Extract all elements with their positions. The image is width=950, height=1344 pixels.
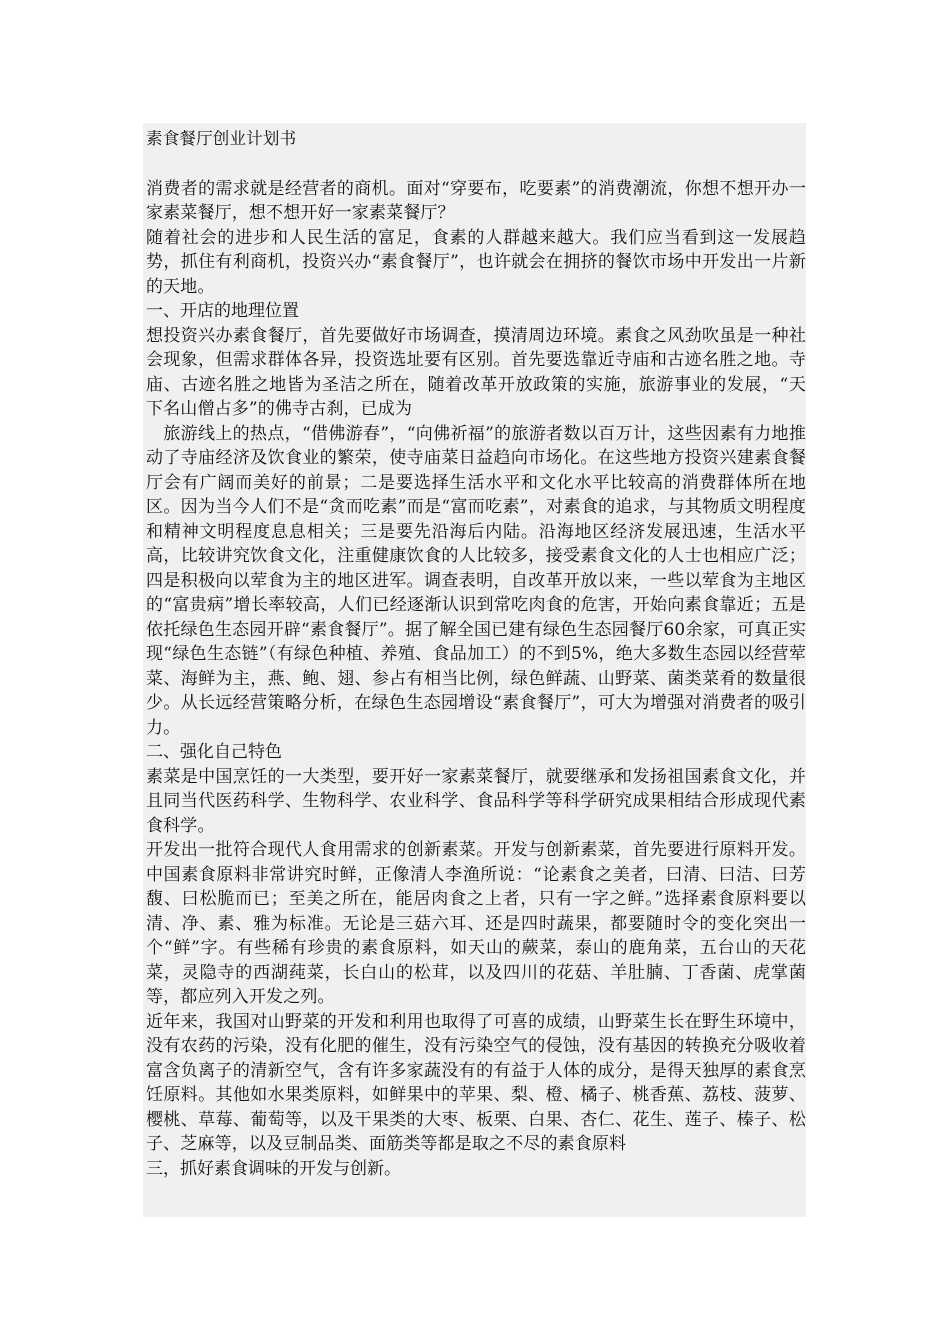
paragraph: 近年来，我国对山野菜的开发和利用也取得了可喜的成绩，山野菜生长在野生环境中，没有农药的污染，没有化肥的催生，没有污染空气的侵蚀，没有基因的转换充分吸收着富含负离子的清新空气，含有许多家蔬没有的有益于人体的成分，是得天独厚的素食烹饪原料。其他如水果类原料，如鲜果中的苹果、梨、橙、橘子、桃香蕉、荔枝、菠萝、樱桃、草莓、葡萄等，以及干果类的大枣、板栗、白果、杏仁、花生、莲子、榛子、松子、芝麻等，以及豆制品类、面筋类等都是取之不尽的素食原料	[146, 1011, 806, 1154]
paragraph: 随着社会的进步和人民生活的富足，食素的人群越来越大。我们应当看到这一发展趋势，抓住有利商机，投资兴办“素食餐厅”，也许就会在拥挤的餐饮市场中开发出一片新的天地。	[146, 227, 806, 297]
paragraph: 旅游线上的热点，“借佛游春”，“向佛祈福”的旅游者数以百万计，这些因素有力地推动了寺庙经济及饮食业的繁荣，使寺庙菜日益趋向市场化。在这些地方投资兴建素食餐厅会有广阔而美好的前景；二是要选择生活水平和文化水平比较高的消费群体所在地区。因为当今人们不是“贪而吃素”而是“富而吃素”，对素食的追求，与其物质文明程度和精神文明程度息息相关；三是要先沿海后内陆。沿海地区经济发展迅速，生活水平高，比较讲究饮食文化，注重健康饮食的人比较多，接受素食文化的人士也相应广泛；四是积极向以荤食为主的地区进军。调查表明，自改革开放以来，一些以荤食为主地区的“富贵病”增长率较高，人们已经逐渐认识到常吃肉食的危害，开始向素食靠近；五是依托绿色生态园开辟“素食餐厅”。据了解全国已建有绿色生态园餐厅60余家，可真正实现“绿色生态链”（有绿色种植、养殖、食品加工）的不到5%，绝大多数生态园以经营荤菜、海鲜为主，燕、鲍、翅、参占有相当比例，绿色鲜蔬、山野菜、菌类菜肴的数量很少。从长远经营策略分析，在绿色生态园增设“素食餐厅”，可大为增强对消费者的吸引力。	[146, 423, 806, 738]
blank-line	[146, 152, 806, 177]
document-title: 素食餐厅创业计划书	[146, 129, 297, 148]
document-page	[143, 123, 806, 1217]
paragraph: 消费者的需求就是经营者的商机。面对“穿要布，吃要素”的消费潮流，你想不想开办一家素菜餐厅，想不想开好一家素菜餐厅？	[146, 178, 806, 223]
paragraph: 开发出一批符合现代人食用需求的创新素菜。开发与创新素菜，首先要进行原料开发。中国素食原料非常讲究时鲜，正像清人李渔所说：“论素食之美者，曰清、曰洁、曰芳馥、曰松脆而已；至美之所在，能居肉食之上者，只有一字之鲜。”选择素食原料要以清、净、素、雅为标准。无论是三菇六耳、还是四时蔬果，都要随时令的变化突出一个“鲜”字。有些稀有珍贵的素食原料，如天山的蕨菜，泰山的鹿角菜，五台山的天花菜，灵隐寺的西湖莼菜，长白山的松茸，以及四川的花菇、羊肚腩、丁香菌、虎掌菌等，都应列入开发之列。	[146, 840, 806, 1007]
paragraph: 想投资兴办素食餐厅，首先要做好市场调查，摸清周边环境。素食之风劲吹虽是一种社会现象，但需求群体各异，投资选址要有区别。首先要选靠近寺庙和古迹名胜之地。寺庙、古迹名胜之地皆为圣洁之所在，随着改革开放政策的实施，旅游事业的发展，“天下名山僧占多”的佛寺古刹，已成为	[146, 325, 806, 419]
section-heading: 三，抓好素食调味的开发与创新。	[146, 1158, 401, 1179]
section-heading: 一、开店的地理位置	[146, 301, 299, 321]
section-heading: 二、强化自己特色	[146, 742, 282, 762]
paragraph: 素菜是中国烹饪的一大类型，要开好一家素菜餐厅，就要继承和发扬祖国素食文化，并且同当代医药科学、生物科学、农业科学、食品科学等科学研究成果相结合形成现代素食科学。	[146, 766, 806, 836]
